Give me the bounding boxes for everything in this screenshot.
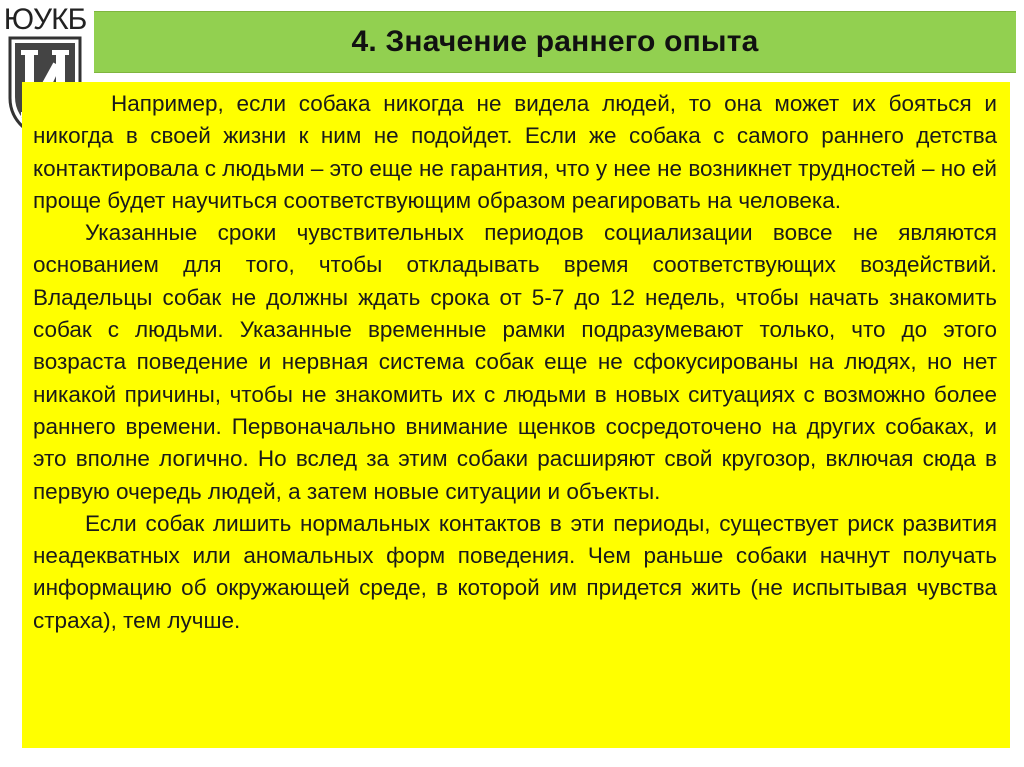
text-content-box xyxy=(22,82,1010,748)
paragraph-1: Например, если собака никогда не видела людей, то она может их бояться и никогда в своей жизни к ним не подойдет. Если же собака с самого раннего детства контактировала с людьми – это еще не гарантия, что у нее не возникнет трудностей – но ей проще будет научиться соответствующим образом реагировать на человека. xyxy=(33,91,997,213)
paragraph-3: Если собак лишить нормальных контактов в эти периоды, существует риск развития неадекватных или аномальных форм поведения. Чем раньше собаки начнут получать информацию об окружающей среде, в которой им придется жить (не испытывая чувства страха), тем лучше. xyxy=(33,510,997,633)
page-title: 4. Значение раннего опыта xyxy=(351,25,759,58)
paragraph-2: Указанные сроки чувствительных периодов социализации вовсе не являются основанием для того, чтобы откладывать время соответствующих воздействий. Владельцы собак не должны ждать срока от 5-7 до 12 недель, чтобы начать знакомить собак с людьми. Указанные временные рамки подразумевают только, что до этого возраста поведение и нервная система собак еще не сфокусированы на людях, но нет никакой причины, чтобы не знакомить их с людьми в новых ситуациях с возможно более раннего времени. Первоначально внимание щенков сосредоточено на других собаках, и это вполне логично. Но вслед за этим собаки расширяют свой кругозор, включая сюда в первую очередь людей, а затем новые ситуации и объекты. xyxy=(33,220,997,504)
logo-text: ЮУКБ xyxy=(3,3,87,36)
title-bar xyxy=(94,11,1016,73)
